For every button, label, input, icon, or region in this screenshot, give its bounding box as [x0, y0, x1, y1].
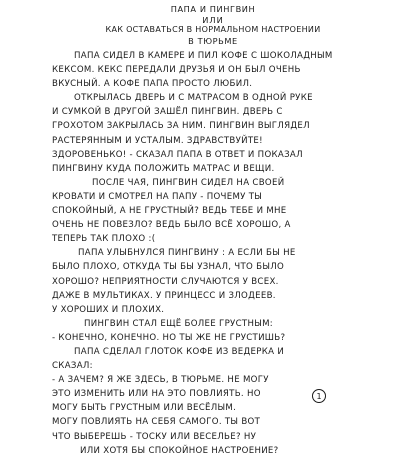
text-line: ПАПА УЛЫБНУЛСЯ ПИНГВИНУ : А ЕСЛИ БЫ НЕ [78, 248, 296, 259]
text-line: ЭТО ИЗМЕНИТЬ ИЛИ НА ЭТО ПОВЛИЯТЬ. НО [52, 389, 261, 400]
text-line: СПОКОЙНЫЙ, А НЕ ГРУСТНЫЙ? ВЕДЬ ТЕБЕ И МНЕ [52, 206, 287, 217]
text-line: РАСТЕРЯННЫМ И УСТАЛЫМ. ЗДРАВСТВУЙТЕ! [52, 135, 263, 146]
text-line: ОТКРЫЛАСЬ ДВЕРЬ И С МАТРАСОМ В ОДНОЙ РУКЕ [74, 93, 313, 104]
text-line: ГРОХОТОМ ЗАКРЫЛАСЬ ЗА НИМ. ПИНГВИН ВЫГЛЯДЕЛ [52, 121, 310, 132]
text-line: КРОВАТИ И СМОТРЕЛ НА ПАПУ - ПОЧЕМУ ТЫ [52, 191, 263, 202]
text-line: - А ЗАЧЕМ? Я ЖЕ ЗДЕСЬ, В ТЮРЬМЕ. НЕ МОГУ [52, 375, 269, 386]
text-line: СКАЗАЛ: [52, 361, 93, 372]
text-line: И СУМКОЙ В ДРУГОЙ ЗАШЁЛ ПИНГВИН. ДВЕРЬ С [52, 107, 283, 118]
story-title [52, 4, 374, 46]
text-line: ВКУСНЫЙ. А КОФЕ ПАПА ПРОСТО ЛЮБИЛ. [52, 79, 253, 90]
title-line: ИЛИ [202, 14, 224, 25]
title-line: КАК ОСТАВАТЬСЯ В НОРМАЛЬНОМ НАСТРОЕНИИ [105, 25, 321, 34]
text-line: ПОСЛЕ ЧАЯ, ПИНГВИН СИДЕЛ НА СВОЕЙ [92, 177, 285, 188]
text-line: КЕКСОМ. КЕКС ПЕРЕДАЛИ ДРУЗЬЯ И ОН БЫЛ ОЧЕНЬ [52, 65, 301, 76]
text-line: ТЕПЕРЬ ТАК ПЛОХО :( [52, 234, 156, 245]
text-line: ОЧЕНЬ НЕ ПОВЕЗЛО? ВЕДЬ БЫЛО ВСЁ ХОРОШО, А [52, 220, 291, 231]
text-line: ПИНГВИНУ КУДА ПОЛОЖИТЬ МАТРАС И ВЕЩИ. [52, 163, 275, 174]
text-line: ПАПА СИДЕЛ В КАМЕРЕ И ПИЛ КОФЕ С ШОКОЛАДНЫМ [74, 51, 333, 61]
text-line: ДАЖЕ В МУЛЬТИКАХ. У ПРИНЦЕСС И ЗЛОДЕЕВ. [52, 290, 276, 301]
text-line: У ХОРОШИХ И ПЛОХИХ. [52, 304, 165, 315]
page-number: 1 [312, 389, 326, 403]
text-line: ПАПА СДЕЛАЛ ГЛОТОК КОФЕ ИЗ ВЕДЕРКА И [74, 346, 285, 357]
text-line: - КОНЕЧНО, КОНЕЧНО. НО ТЫ ЖЕ НЕ ГРУСТИШЬ? [52, 332, 286, 343]
text-line: БЫЛО ПЛОХО, ОТКУДА ТЫ БЫ УЗНАЛ, ЧТО БЫЛО [52, 262, 285, 273]
text-line: МОГУ ПОВЛИЯТЬ НА СЕБЯ САМОГО. ТЫ ВОТ [52, 417, 261, 428]
title-line: В ТЮРЬМЕ [188, 35, 238, 46]
title-line: ПАПА И ПИНГВИН [170, 4, 256, 14]
text-line: ЧТО ВЫБЕРЕШЬ - ТОСКУ ИЛИ ВЕСЕЛЬЕ? НУ [52, 431, 257, 442]
text-line: ИЛИ ХОТЯ БЫ СПОКОЙНОЕ НАСТРОЕНИЕ? [80, 445, 279, 456]
text-line: МОГУ БЫТЬ ГРУСТНЫМ ИЛИ ВЕСЁЛЫМ. [52, 403, 237, 414]
text-line: ЗДОРОВЕНЬКО! - СКАЗАЛ ПАПА В ОТВЕТ И ПОКАЗАЛ [52, 149, 303, 160]
text-line: ПИНГВИН СТАЛ ЕЩЁ БОЛЕЕ ГРУСТНЫМ: [84, 318, 274, 329]
text-line: ХОРОШО? НЕПРИЯТНОСТИ СЛУЧАЮТСЯ У ВСЕХ. [52, 276, 279, 287]
